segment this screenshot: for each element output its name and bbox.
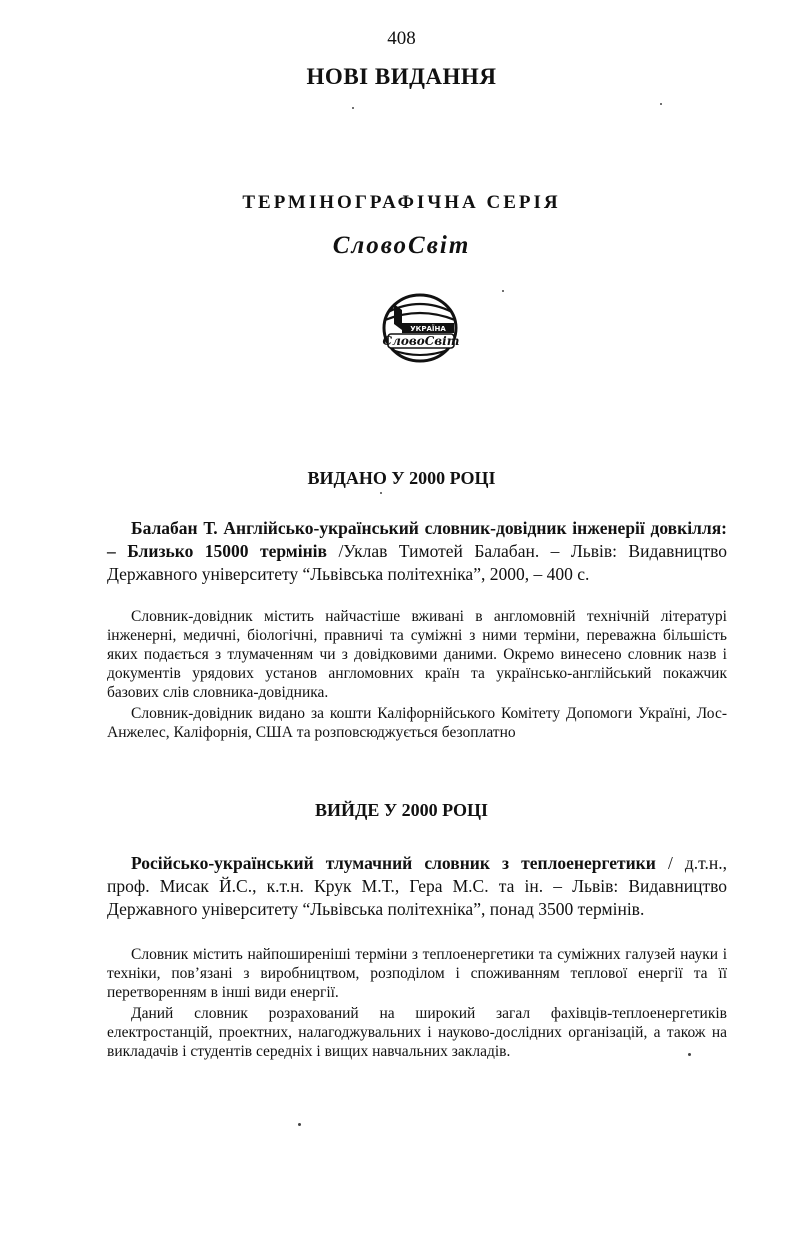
logo-script-text: СловоСвіт	[382, 334, 460, 348]
book-entry-1-description	[107, 607, 727, 742]
description-paragraph: Словник-довідник містить найчастіше вживані в англомовній технічній літературі інженерні, медичні, біологічні, правничі та суміжні з ними терміни, переважна більшість яких подається з тлумаченням чи з довідковими даними. Окремо винесено словник назв і документів урядових установ англомовних країн та українсько-англійський покажчик базових слів словника-довідника.	[107, 608, 727, 701]
book-entry-1-title: Балабан Т. Англійсько-український словник-довідник інженерії довкілля: – Близько 15000 термінів	[107, 518, 727, 561]
description-paragraph: Словник-довідник видано за кошти Каліфорнійського Комітету Допомоги Україні, Лос-Анжелес, Каліфорнія, США та розповсюджується безоплатно	[107, 705, 727, 741]
book-entry-2-description	[107, 945, 727, 1061]
book-entry-1-biblio: /Уклав Тимотей Балабан. – Львів: Видавництво Державного університету “Львівська політехніка”, 2000, – 400 с.	[107, 541, 728, 584]
scan-speck	[688, 1053, 691, 1056]
scan-speck	[380, 492, 382, 494]
logo-banner-text: УКРАЇНА	[410, 325, 446, 333]
description-paragraph: Словник містить найпоширеніші терміни з теплоенергетики та суміжних галузей науки і техніки, пов’язані з виробництвом, розподілом і споживанням теплової енергії та її перетворенням в інші види енергії.	[107, 946, 727, 1001]
section-heading-published: ВИДАНО У 2000 РОЦІ	[307, 468, 496, 488]
description-paragraph: Даний словник розрахований на широкий загал фахівців-теплоенергетиків електростанцій, проектних, налагоджувальних і науково-дослідних організацій, а також на викладачів і студентів середніх і вищих навчальних закладів.	[107, 1005, 727, 1060]
book-entry-2-title: Російсько-український тлумачний словник з теплоенергетики	[131, 853, 656, 873]
series-name: СловоСвіт	[332, 232, 471, 259]
slovosvit-logo	[380, 290, 460, 370]
page-number: 408	[387, 28, 416, 49]
book-entry-1	[107, 517, 727, 586]
section-heading-upcoming: ВИЙДЕ У 2000 РОЦІ	[314, 800, 488, 820]
scan-speck	[660, 103, 662, 105]
book-entry-2-biblio: / д.т.н., проф. Мисак Й.С., к.т.н. Крук М.Т., Гера М.С. та ін. – Львів: Видавництво Державного університету “Львівська політехніка”, понад 3500 термінів.	[107, 853, 727, 919]
scan-speck	[298, 1123, 301, 1126]
scan-speck	[502, 290, 504, 292]
book-entry-2	[107, 852, 727, 921]
page-title: НОВІ ВИДАННЯ	[306, 64, 497, 89]
scan-speck	[352, 107, 354, 109]
series-title: ТЕРМІНОГРАФІЧНА СЕРІЯ	[242, 192, 561, 213]
globe-logo-icon	[380, 290, 460, 370]
